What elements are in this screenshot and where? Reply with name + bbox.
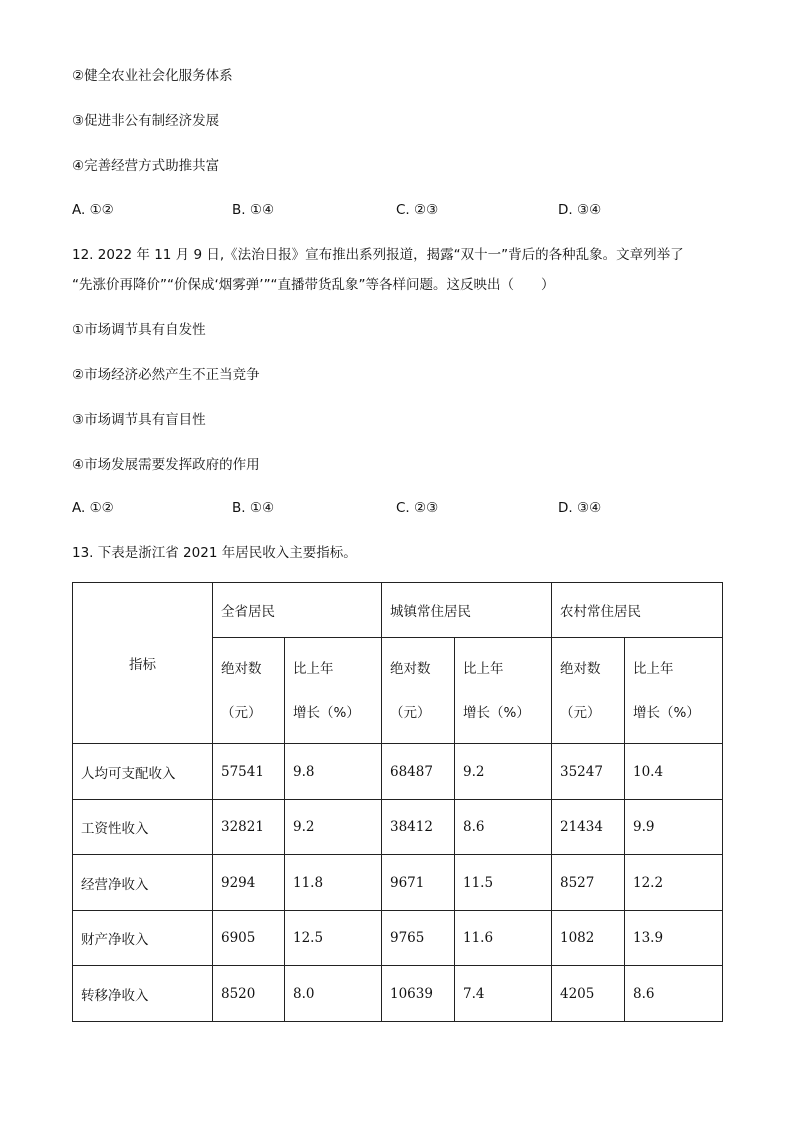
q12-stem-line2: “先涨价再降价”“价保成‘烟雾弹’”“直播带货乱象”等各样问题。这反映出（ ） <box>72 277 555 293</box>
cell: 32821 <box>213 800 285 855</box>
cell: 13.9 <box>625 911 723 966</box>
option-d[interactable]: D. ③④ <box>558 202 602 218</box>
option-d[interactable]: D. ③④ <box>558 500 602 516</box>
cell: 21434 <box>552 800 625 855</box>
cell: 8520 <box>213 966 285 1022</box>
q12-stem-line1: 12. 2022 年 11 月 9 日,《法治日报》宣布推出系列报道，揭露“双十一”背后的各种乱象。文章列举了 <box>72 247 684 263</box>
cell: 8.0 <box>285 966 382 1022</box>
table-group-header-row <box>73 583 723 638</box>
cell: 7.4 <box>455 966 552 1022</box>
q12-statement-1: ①市场调节具有自发性 <box>72 322 206 338</box>
abs-header: 绝对数 （元） <box>382 638 455 744</box>
cell: 9.8 <box>285 744 382 800</box>
table-row <box>73 744 723 800</box>
growth-header: 比上年 增长（%） <box>285 638 382 744</box>
abs-header: 绝对数 （元） <box>213 638 285 744</box>
cell: 35247 <box>552 744 625 800</box>
cell: 11.5 <box>455 855 552 911</box>
table-row <box>73 911 723 966</box>
row-label: 工资性收入 <box>73 800 213 855</box>
statement-3: ③促进非公有制经济发展 <box>72 113 220 129</box>
cell: 12.5 <box>285 911 382 966</box>
cell: 11.6 <box>455 911 552 966</box>
cell: 9294 <box>213 855 285 911</box>
table-row <box>73 966 723 1022</box>
cell: 38412 <box>382 800 455 855</box>
cell: 9.2 <box>455 744 552 800</box>
row-label: 转移净收入 <box>73 966 213 1022</box>
q12-statement-4: ④市场发展需要发挥政府的作用 <box>72 457 260 473</box>
growth-header: 比上年 增长（%） <box>455 638 552 744</box>
row-label: 财产净收入 <box>73 911 213 966</box>
abs-header: 绝对数 （元） <box>552 638 625 744</box>
table-row <box>73 800 723 855</box>
cell: 8.6 <box>625 966 723 1022</box>
row-label: 经营净收入 <box>73 855 213 911</box>
group-header-urban: 城镇常住居民 <box>382 583 552 638</box>
cell: 9765 <box>382 911 455 966</box>
growth-header: 比上年 增长（%） <box>625 638 723 744</box>
cell: 10.4 <box>625 744 723 800</box>
q12-statement-2: ②市场经济必然产生不正当竞争 <box>72 367 260 383</box>
cell: 8.6 <box>455 800 552 855</box>
table-row <box>73 855 723 911</box>
option-a[interactable]: A. ①② <box>72 500 114 516</box>
cell: 11.8 <box>285 855 382 911</box>
option-c[interactable]: C. ②③ <box>396 500 439 516</box>
statement-2: ②健全农业社会化服务体系 <box>72 68 233 84</box>
cell: 68487 <box>382 744 455 800</box>
cell: 57541 <box>213 744 285 800</box>
q12-options <box>72 498 732 518</box>
index-header: 指标 <box>73 583 213 744</box>
cell: 10639 <box>382 966 455 1022</box>
cell: 4205 <box>552 966 625 1022</box>
cell: 9.9 <box>625 800 723 855</box>
q12-statement-3: ③市场调节具有盲目性 <box>72 412 206 428</box>
option-b[interactable]: B. ①④ <box>232 202 275 218</box>
option-c[interactable]: C. ②③ <box>396 202 439 218</box>
row-label: 人均可支配收入 <box>73 744 213 800</box>
group-header-rural: 农村常住居民 <box>552 583 723 638</box>
cell: 9.2 <box>285 800 382 855</box>
cell: 8527 <box>552 855 625 911</box>
income-table <box>72 582 723 1022</box>
statement-4: ④完善经营方式助推共富 <box>72 158 220 174</box>
cell: 6905 <box>213 911 285 966</box>
q11-options <box>72 200 732 220</box>
option-a[interactable]: A. ①② <box>72 202 114 218</box>
cell: 1082 <box>552 911 625 966</box>
option-b[interactable]: B. ①④ <box>232 500 275 516</box>
group-header-province: 全省居民 <box>213 583 382 638</box>
cell: 12.2 <box>625 855 723 911</box>
q13-intro: 13. 下表是浙江省 2021 年居民收入主要指标。 <box>72 545 357 561</box>
cell: 9671 <box>382 855 455 911</box>
